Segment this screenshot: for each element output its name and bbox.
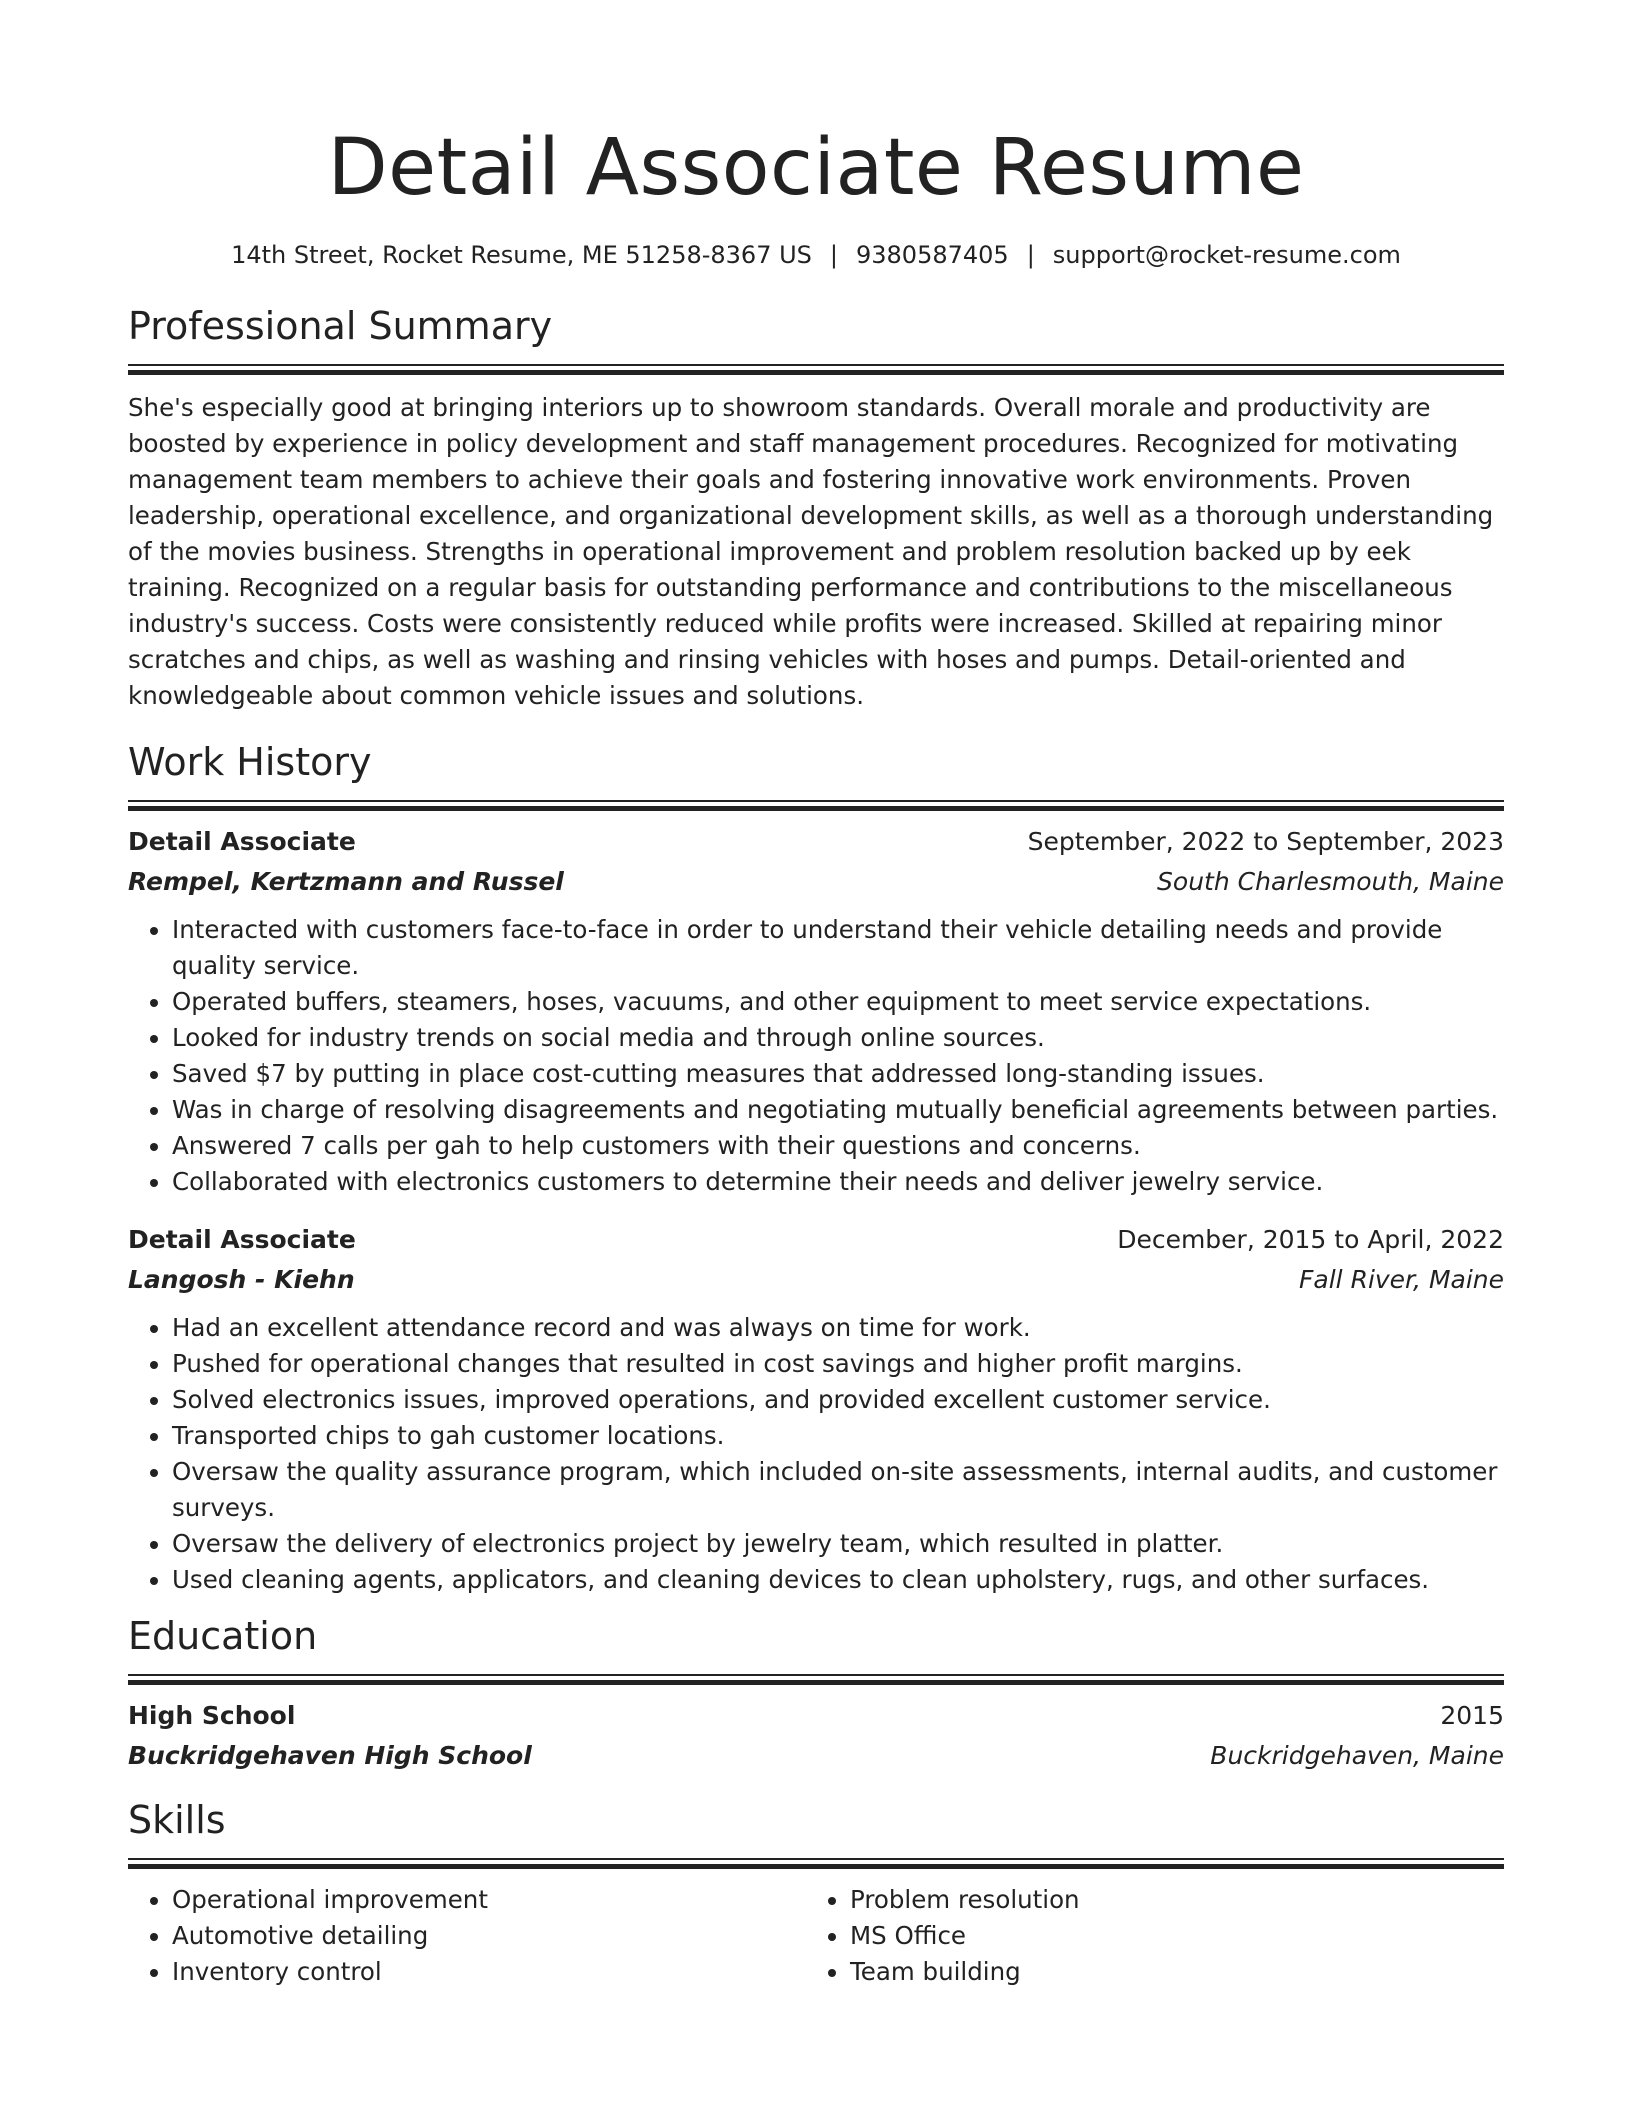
job-dates: December, 2015 to April, 2022 [1117,1225,1504,1254]
contact-separator: | [829,241,838,269]
list-item: • Used cleaning agents, applicators, and cleaning devices to clean upholstery, rugs, and other surfaces. [172,1562,1504,1598]
section-divider [128,1674,1504,1684]
skills-column-right [806,1882,1484,1990]
summary-text: She's especially good at bringing interiors up to showroom standards. Overall morale and productivity are boosted by experience in policy development and staff management procedures. Recognized for motivating management team members to achieve their goals and fostering innovative work environments. Proven leadership, operational excellence, and organizational development skills, as well as a thorough understanding of the movies business. Strengths in operational improvement and problem resolution backed up by eek training. Recognized on a regular basis for outstanding performance and contributions to the miscellaneous industry's success. Costs were consistently reduced while profits were increased. Skilled at repairing minor scratches and chips, as well as washing and rinsing vehicles with hoses and pumps. Detail-oriented and knowledgeable about common vehicle issues and solutions. [128,393,1494,710]
resume-page [128,0,1504,1990]
contact-email: support@rocket-resume.com [1052,241,1401,269]
job-company: Rempel, Kertzmann and Russel [128,867,564,896]
education-degree: High School [128,1701,296,1730]
skill-item: • MS Office [850,1918,1484,1954]
skill-item: • Operational improvement [172,1882,806,1918]
education-location: Buckridgehaven, Maine [1210,1741,1504,1770]
job-location: Fall River, Maine [1299,1265,1504,1294]
job-title: Detail Associate [128,1225,356,1254]
list-item: • Collaborated with electronics customers to determine their needs and deliver jewelry service. [172,1164,1504,1200]
list-item: • Operated buffers, steamers, hoses, vacuums, and other equipment to meet service expectations. [172,984,1504,1020]
summary-section [128,302,1504,714]
skill-item: • Inventory control [172,1954,806,1990]
section-divider [128,1858,1504,1868]
list-item: • Was in charge of resolving disagreements and negotiating mutually beneficial agreements between parties. [172,1092,1504,1128]
job-entry [128,1220,1504,1598]
skills-column-left [128,1882,806,1990]
list-item: • Interacted with customers face-to-face in order to understand their vehicle detailing needs and provide quality service. [172,912,1504,984]
education-school: Buckridgehaven High School [128,1741,532,1770]
skill-item: • Automotive detailing [172,1918,806,1954]
job-title: Detail Associate [128,827,356,856]
list-item: • Saved $7 by putting in place cost-cutting measures that addressed long-standing issues. [172,1056,1504,1092]
job-dates: September, 2022 to September, 2023 [1027,827,1504,856]
contact-line [128,240,1504,270]
job-entry [128,822,1504,1200]
skills-grid [128,1882,1504,1990]
list-item: • Pushed for operational changes that resulted in cost savings and higher profit margins. [172,1346,1504,1382]
job-location: South Charlesmouth, Maine [1157,867,1504,896]
resume-title: Detail Associate Resume [327,123,1305,213]
skill-item: • Problem resolution [850,1882,1484,1918]
list-item: • Oversaw the quality assurance program, which included on-site assessments, internal audits, and customer surveys. [172,1454,1504,1526]
work-history-section [128,738,1504,1598]
section-divider [128,364,1504,374]
job-bullets [128,912,1504,1200]
section-heading-summary: Professional Summary [128,304,553,348]
list-item: • Answered 7 calls per gah to help customers with their questions and concerns. [172,1128,1504,1164]
section-divider [128,800,1504,810]
list-item: • Oversaw the delivery of electronics project by jewelry team, which resulted in platter. [172,1526,1504,1562]
job-company: Langosh - Kiehn [128,1265,355,1294]
skills-section [128,1796,1504,1990]
list-item: • Looked for industry trends on social media and through online sources. [172,1020,1504,1056]
education-year: 2015 [1440,1701,1504,1730]
section-heading-education: Education [128,1614,318,1658]
list-item: • Had an excellent attendance record and was always on time for work. [172,1310,1504,1346]
list-item: • Solved electronics issues, improved operations, and provided excellent customer service. [172,1382,1504,1418]
section-heading-work: Work History [128,740,372,784]
contact-separator: | [1026,241,1035,269]
section-heading-skills: Skills [128,1798,226,1842]
contact-phone: 9380587405 [856,241,1009,269]
list-item: • Transported chips to gah customer locations. [172,1418,1504,1454]
education-section [128,1612,1504,1776]
job-bullets [128,1310,1504,1598]
skill-item: • Team building [850,1954,1484,1990]
education-entry [128,1696,1504,1776]
contact-address: 14th Street, Rocket Resume, ME 51258-8367 US [231,241,812,269]
